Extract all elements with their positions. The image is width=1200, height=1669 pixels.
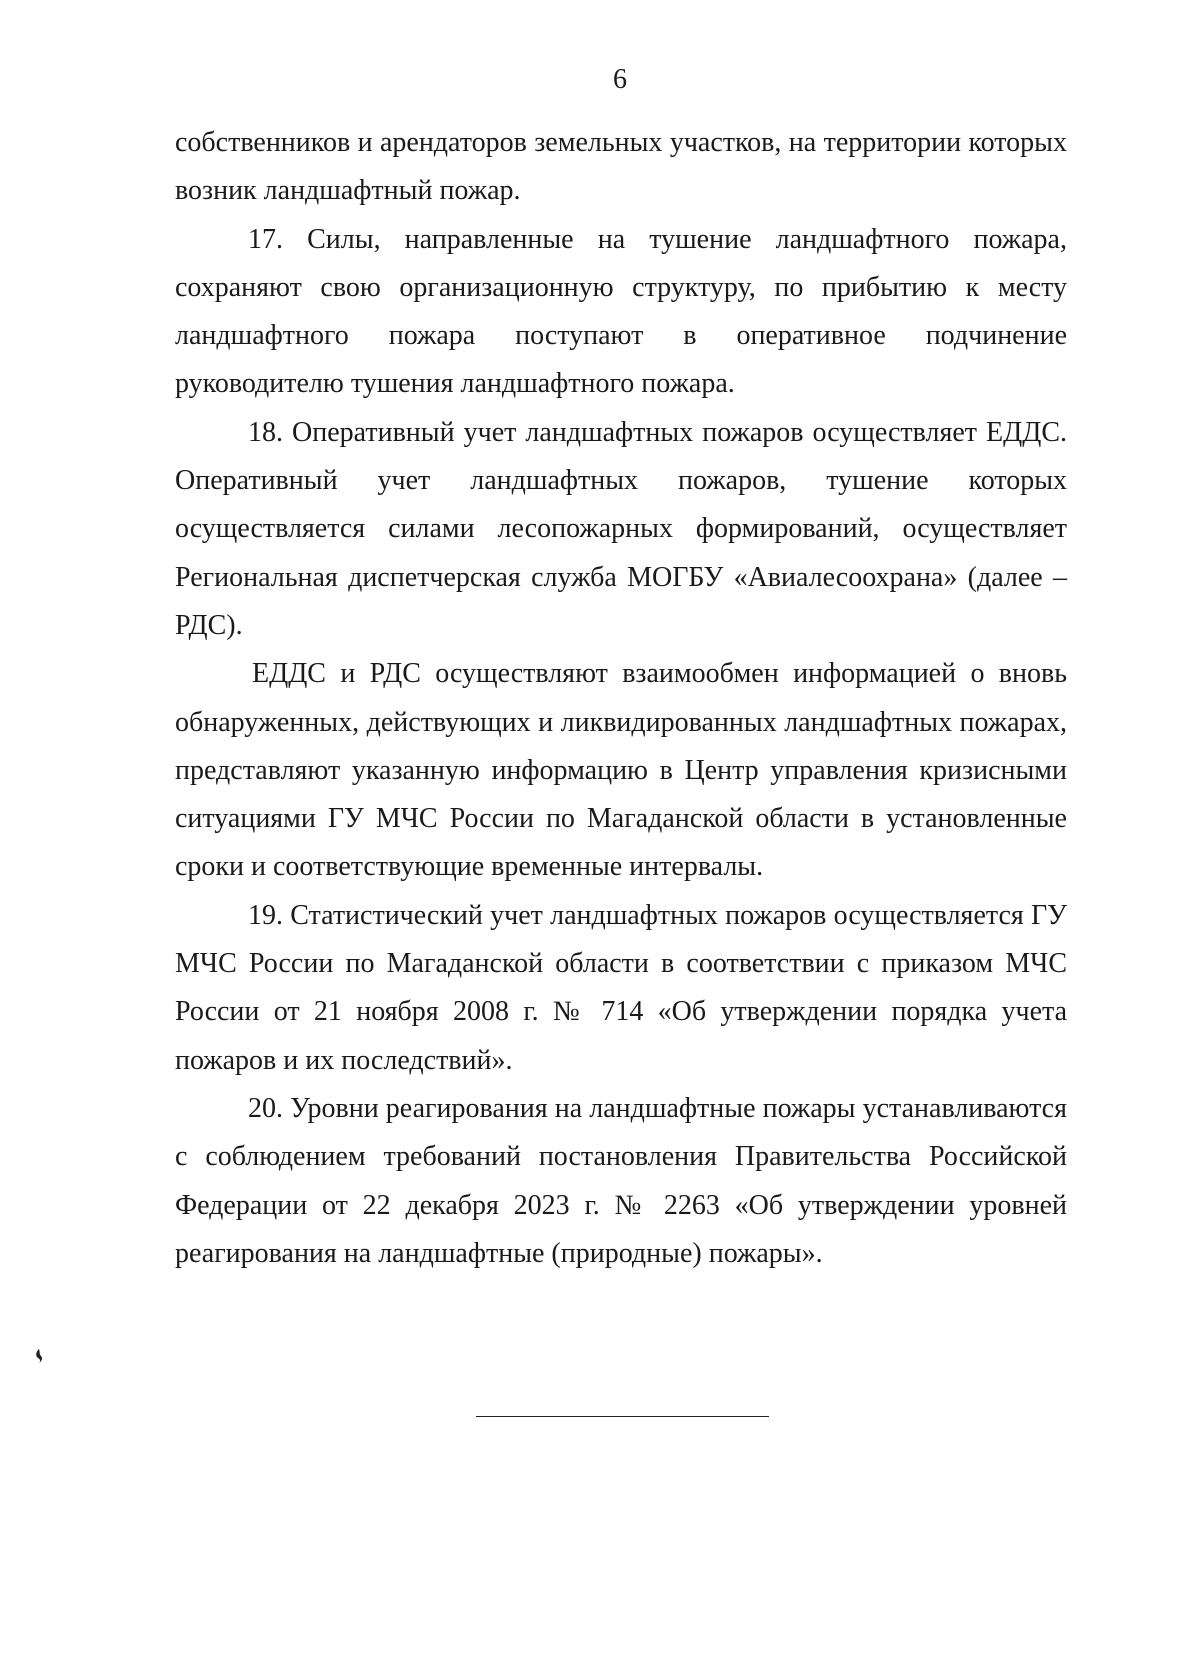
document-body: [175, 119, 1067, 1278]
paragraph-17: 17. Силы, направленные на тушение ландшафтного пожара, сохраняют свою организационную структуру, по прибытию к месту ландшафтного пожара поступают в оперативное подчинение руководителю тушения ландшафтного пожара.: [175, 223, 1067, 400]
end-separator-line: [476, 1416, 769, 1417]
paragraph-19: 19. Статистический учет ландшафтных пожаров осуществляется ГУ МЧС России по Магаданской области в соответствии с приказом МЧС России от 21 ноября 2008 г. № 714 «Об утверждении порядка учета пожаров и их последствий».: [175, 899, 1067, 1076]
scan-artifact-mark: [34, 1348, 44, 1364]
paragraph-20: 20. Уровни реагирования на ландшафтные пожары устанавливаются с соблюдением требований постановления Правительства Российской Федерации от 22 декабря 2023 г. № 2263 «Об утверждении уровней реагирования на ландшафтные (природные) пожары».: [175, 1092, 1067, 1269]
paragraph-18: 18. Оперативный учет ландшафтных пожаров осуществляет ЕДДС. Оперативный учет ландшафтных пожаров, тушение которых осуществляется силами лесопожарных формирований, осуществляет Региональная диспетчерская служба МОГБУ «Авиалесоохрана» (далее – РДС).: [175, 416, 1067, 641]
paragraph-continuation: собственников и арендаторов земельных участков, на территории которых возник ландшафтный пожар.: [175, 127, 1067, 207]
paragraph-18-info-exchange: ЕДДС и РДС осуществляют взаимообмен информацией о вновь обнаруженных, действующих и ликвидированных ландшафтных пожарах, представляют указанную информацию в Центр управления кризисными ситуациями ГУ МЧС России по Магаданской области в установленные сроки и соответствующие временные интервалы.: [175, 658, 1067, 883]
page-number: 6: [613, 64, 627, 95]
